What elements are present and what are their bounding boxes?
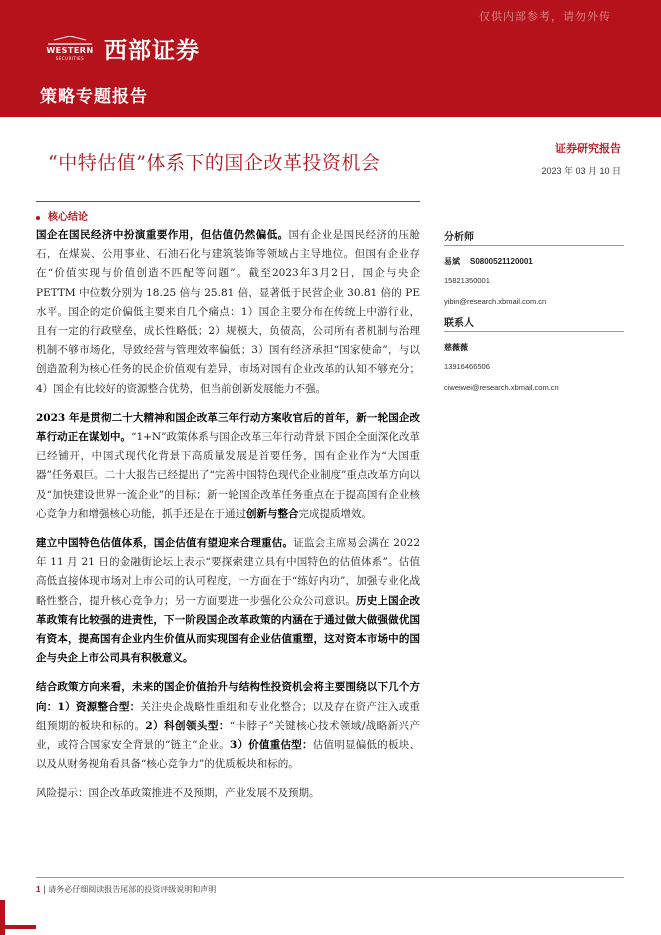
analyst-cert: S0800521120001 bbox=[470, 256, 533, 266]
p4-body-b: “卡脖子”关键核心技术领域/战略新兴产业，或符合国家安全背景的“链主”企业。 bbox=[36, 719, 420, 752]
corner-accent-vertical bbox=[0, 900, 5, 935]
analyst-name: 易斌 bbox=[444, 255, 460, 266]
paragraph-4 bbox=[36, 678, 420, 774]
p1-lead: 国企在国民经济中扮演重要作用，但估值仍然偏低。 bbox=[36, 229, 289, 241]
logo-subtext: SECURITIES bbox=[55, 56, 85, 61]
logo-text: WESTERN bbox=[46, 46, 94, 55]
contact-row bbox=[444, 338, 624, 356]
p2-body-b: 完成提质增效。 bbox=[298, 507, 372, 520]
contact-heading: 联系人 bbox=[444, 314, 624, 332]
page-title: “中特估值”体系下的国企改革投资机会 bbox=[48, 152, 381, 174]
footer-separator: | bbox=[43, 885, 46, 894]
p4-emphasis-2: 2）科创领头型： bbox=[145, 719, 230, 732]
risk-warning: 风险提示：国企改革政策推进不及预期，产业发展不及预期。 bbox=[36, 787, 320, 800]
report-category: 证券研究报告 bbox=[555, 142, 621, 155]
contact-name: 慈薇薇 bbox=[444, 341, 468, 352]
p4-emphasis-3: 3）价值重估型： bbox=[229, 739, 313, 752]
bullet-icon bbox=[36, 216, 40, 220]
paragraph-1 bbox=[36, 226, 420, 399]
contact-phone: 13916466506 bbox=[444, 362, 490, 371]
section-heading bbox=[36, 208, 88, 223]
footer-note: 请务必仔细阅读报告尾部的投资评级说明和声明 bbox=[48, 885, 217, 894]
analyst-heading: 分析师 bbox=[444, 228, 624, 246]
paragraph-2 bbox=[36, 409, 420, 524]
analyst-row bbox=[444, 252, 624, 270]
p2-lead: 2023 年是贯彻二十大精神和国企改革三年行动方案收官后的首年，新一轮国企改革行动正在谋划中。 bbox=[36, 411, 420, 444]
main-content bbox=[36, 226, 420, 814]
p4-body-a: 关注央企战略性重组和专业化整合；以及存在资产注入或重组预期的板块和标的。 bbox=[36, 700, 420, 732]
corner-accent-horizontal bbox=[0, 925, 36, 929]
analyst-phone: 15821350001 bbox=[444, 276, 490, 285]
divider bbox=[36, 201, 420, 202]
sidebar bbox=[444, 228, 624, 398]
p4-body-c: 估值明显偏低的板块、以及从财务视角看具备“核心竞争力”的优质板块和标的。 bbox=[36, 739, 420, 771]
p2-body-a: “1+N”政策体系与国企改革三年行动背景下国企全面深化改革已经铺开，中国式现代化背景下高质量发展是首要任务，国有企业作为“大国重器”任务艰巨。二十大报告已经提出了“完善中国特色现代企业制度”重点改革方向以及“加快建设世界一流企业”的目标；新一轮国企改革任务重点在于提高国有企业核心竞争力和增强核心功能，抓手还是在于通过 bbox=[36, 431, 421, 520]
section-heading-text: 核心结论 bbox=[48, 212, 88, 223]
p4-lead: 结合政策方向来看，未来的国企价值抬升与结构性投资机会将主要围绕以下几个方向：1）资源整合型： bbox=[36, 681, 420, 713]
p3-lead: 建立中国特色估值体系，国企估值有望迎来合理重估。 bbox=[36, 537, 294, 550]
p2-emphasis: 创新与整合 bbox=[246, 507, 299, 520]
paragraph-3 bbox=[36, 534, 420, 668]
p1-body: 国有企业是国民经济的压舱石，在煤炭、公用事业、石油石化与建筑装饰等领域占主导地位。但国有企业存在“价值实现与价值创造不匹配等问题”。截至2023年3月2日，国企与央企 PETTM 中位数分别为 18.25 倍与 25.81 倍，显著低于民营企业 30.81 倍的 PE 水平。国企的定价偏低主要来自几个痛点：1）国企主要分布在传统上中游行业，且有一定的行政壁垒，成长性略低；2）规模大，负债高，公司所有者机制与治理机制不够市场化，导致经营与管理效率偏低；3）国有经济承担“国家使命”，与以创造盈利为核心任务的民企价值观有差异，市场对国有企业改革的认知不够充分；4）国企有比较好的资源整合优势，但当前创新发展能力不强。 bbox=[36, 229, 421, 395]
p3-emphasis: 历史上国企改革政策有比较强的进责性，下一阶段国企改革政策的内涵在于通过做大做强做优国有资本，提高国有企业内生价值从而实现国有企业估值重塑，这对资本市场中的国企与央企上市公司具有积极意义。 bbox=[36, 594, 421, 665]
watermark: 仅供内部参考，请勿外传 bbox=[479, 10, 611, 23]
analyst-email[interactable]: yibin@research.xbmail.com.cn bbox=[444, 297, 547, 306]
contact-email[interactable]: ciweiwei@research.xbmail.com.cn bbox=[444, 383, 559, 392]
p3-body: 证监会主席易会满在 2022 年 11 月 21 日的金融街论坛上表示“要探索建立具有中国特色的估值体系”。估值高低直接体现市场对上市公司的认可程度，一方面在于“练好内功”，加强专业化战略性整合，提升核心竞争力；另一方面要进一步强化公众公司意识。 bbox=[36, 537, 420, 607]
footer bbox=[36, 884, 216, 895]
report-type: 策略专题报告 bbox=[40, 87, 148, 107]
company-name: 西部证券 bbox=[104, 38, 200, 64]
page-number: 1 bbox=[36, 885, 41, 894]
footer-divider bbox=[36, 877, 624, 878]
report-date: 2023 年 03 月 10 日 bbox=[541, 166, 621, 176]
